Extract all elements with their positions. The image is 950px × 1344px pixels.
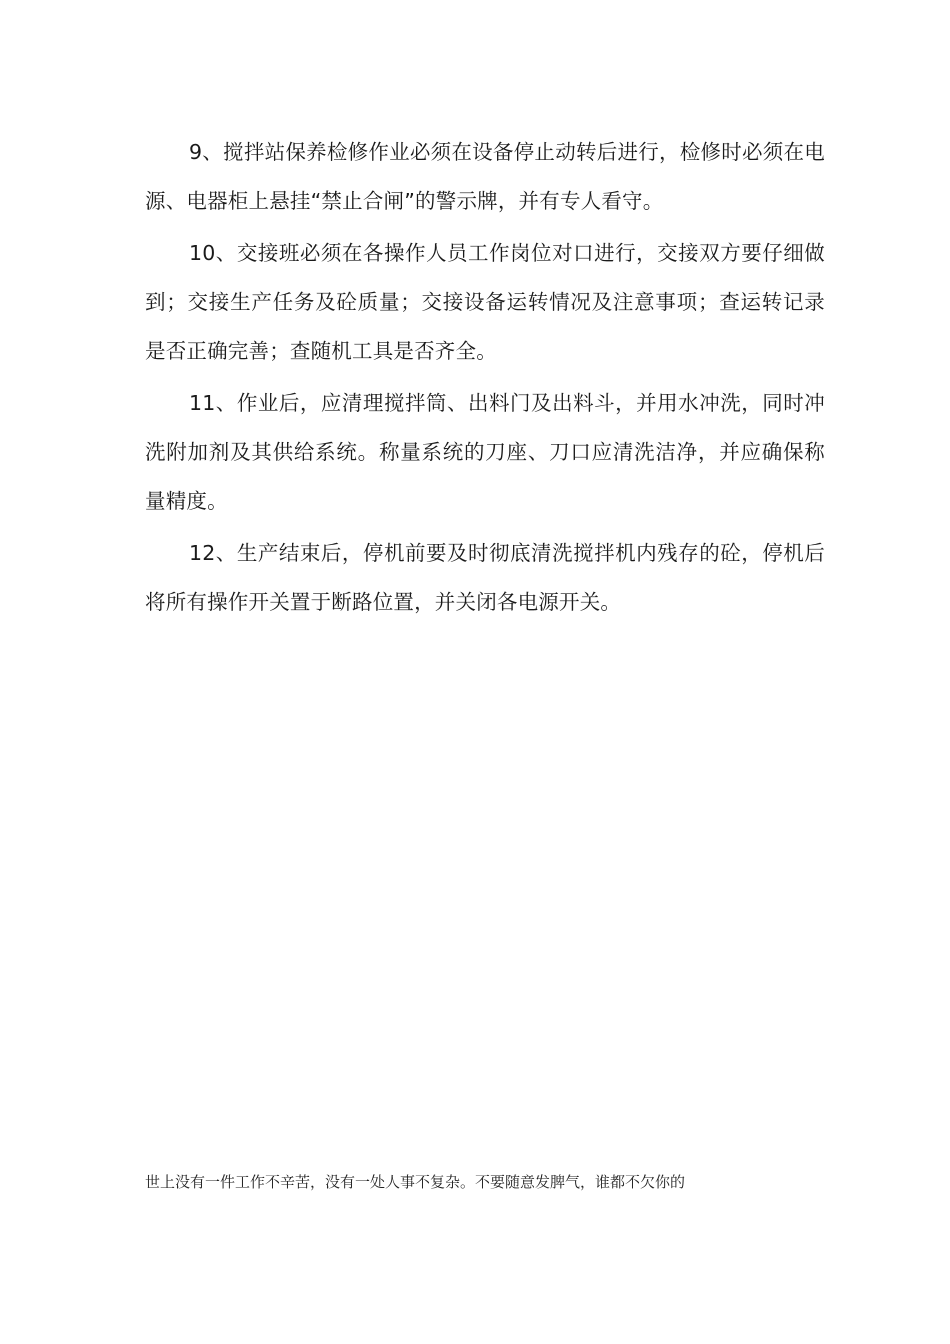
- paragraph-item-9: 9、搅拌站保养检修作业必须在设备停止动转后进行，检修时必须在电源、电器柜上悬挂“禁止合闸”的警示牌，并有专人看守。: [145, 140, 825, 213]
- document-body: [145, 128, 825, 630]
- paragraph-item-12: 12、生产结束后，停机前要及时彻底清洗搅拌机内残存的砼，停机后将所有操作开关置于断路位置，并关闭各电源开关。: [145, 541, 825, 614]
- footer-quote: 世上没有一件工作不辛苦，没有一处人事不复杂。不要随意发脾气，谁都不欠你的: [145, 1173, 686, 1191]
- paragraph-item-10: 10、交接班必须在各操作人员工作岗位对口进行，交接双方要仔细做到；交接生产任务及砼质量；交接设备运转情况及注意事项；查运转记录是否正确完善；查随机工具是否齐全。: [145, 241, 825, 363]
- paragraph-item-11: 11、作业后，应清理搅拌筒、出料门及出料斗，并用水冲洗，同时冲洗附加剂及其供给系统。称量系统的刀座、刀口应清洗洁净，并应确保称量精度。: [145, 391, 825, 513]
